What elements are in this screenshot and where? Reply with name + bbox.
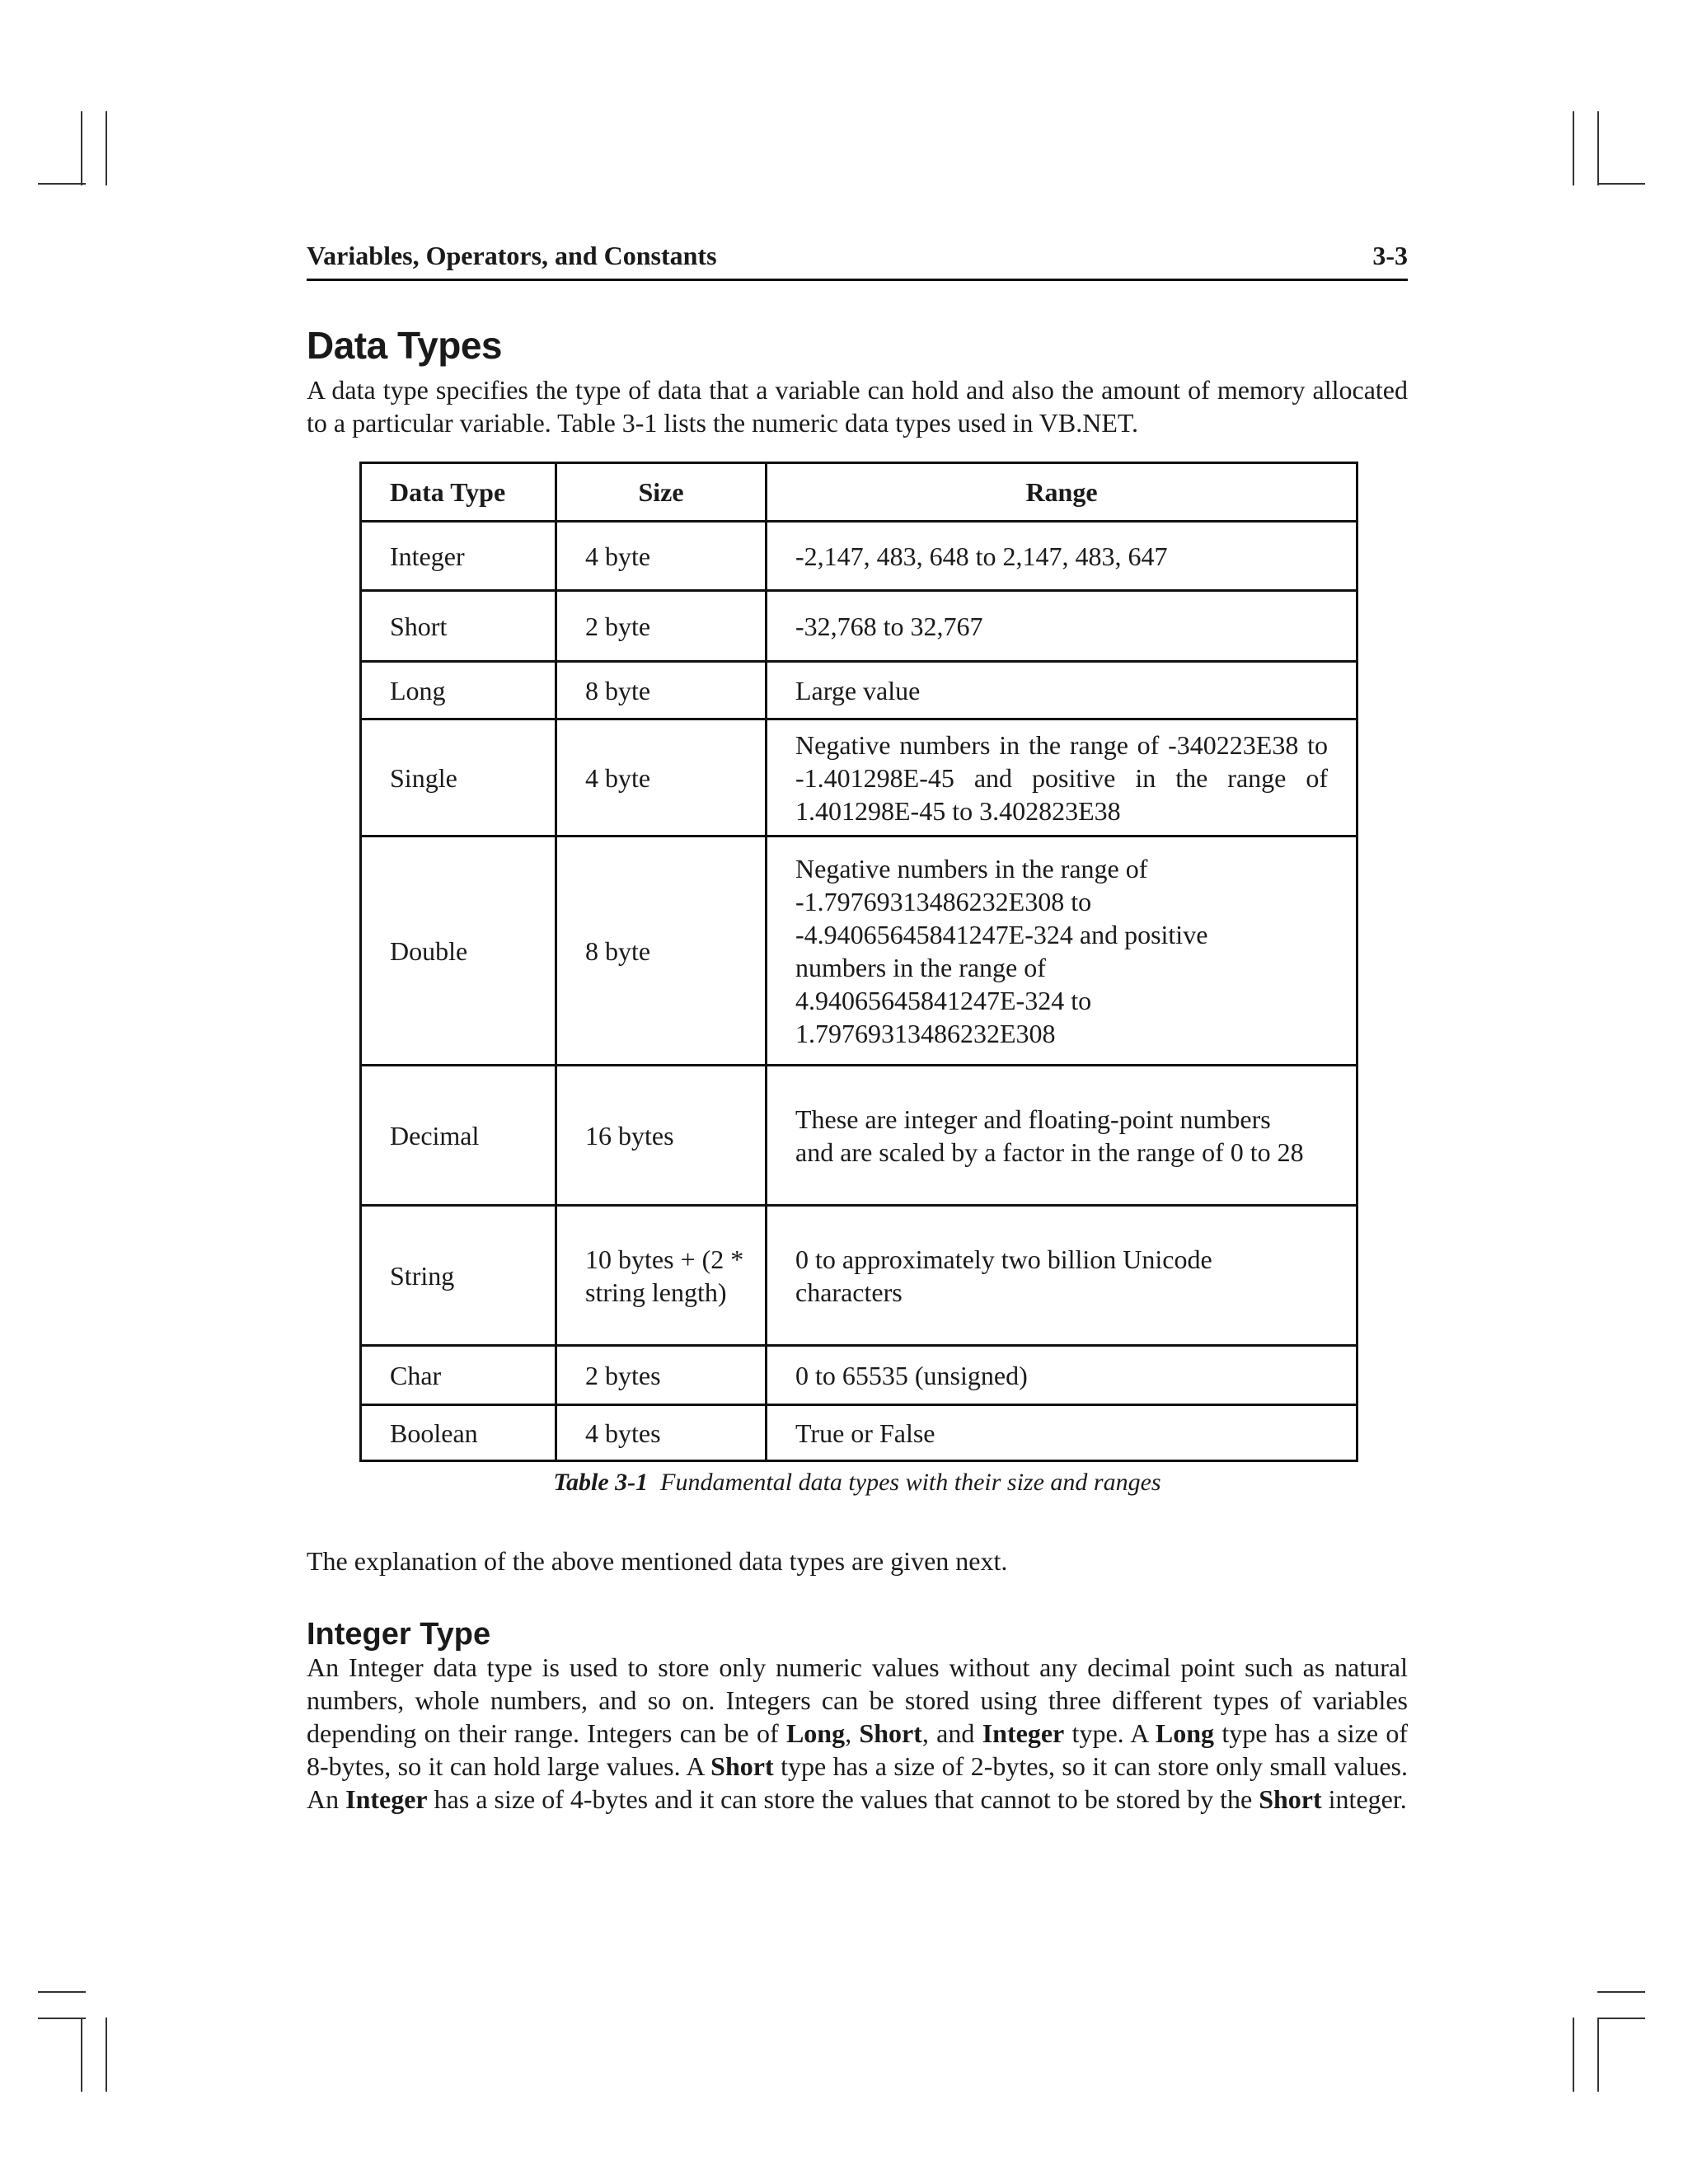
cell-range: Large value: [767, 662, 1357, 719]
body-text: type has a size of 8-bytes, so it can hold large values. A: [307, 1718, 1409, 1781]
integer-paragraph: [307, 1651, 1408, 1816]
cell-size: 4 byte: [556, 522, 767, 591]
crop-mark: [1597, 1991, 1645, 1993]
cell-range: 0 to approximately two billion Unicode characters: [767, 1206, 1357, 1346]
body-text: type has a size of 2-bytes, so it can store only small values. An: [307, 1751, 1409, 1814]
cell-size: 4 byte: [556, 719, 767, 837]
table-row: [361, 522, 1357, 591]
cell-range: These are integer and floating-point numbers and are scaled by a factor in the range of 0 to 28: [767, 1066, 1357, 1206]
cell-size: 2 byte: [556, 591, 767, 662]
crop-mark: [38, 1991, 86, 1993]
section-title: Data Types: [307, 324, 503, 367]
body-text: , and: [921, 1718, 982, 1748]
column-header-range: Range: [767, 463, 1357, 522]
table-row: [361, 662, 1357, 719]
integer-type-title: Integer Type: [307, 1617, 491, 1652]
running-header: [307, 241, 1408, 281]
body-text: type. A: [1064, 1718, 1156, 1748]
crop-mark: [1597, 2018, 1645, 2019]
table-row: [361, 1206, 1357, 1346]
caption-text: Fundamental data types with their size and ranges: [660, 1469, 1161, 1496]
crop-mark: [1573, 111, 1574, 185]
keyword-integer: Integer: [982, 1718, 1065, 1748]
keyword-long: Long: [785, 1718, 846, 1748]
crop-mark: [1597, 2018, 1599, 2092]
cell-type: Single: [361, 719, 556, 837]
cell-size: 16 bytes: [556, 1066, 767, 1206]
cell-size: 8 byte: [556, 662, 767, 719]
cell-size: 4 bytes: [556, 1405, 767, 1461]
cell-size: 10 bytes + (2 * string length): [556, 1206, 767, 1346]
column-header-data-type: Data Type: [361, 463, 556, 522]
cell-type: Double: [361, 837, 556, 1066]
cell-type: String: [361, 1206, 556, 1346]
table-row: [361, 591, 1357, 662]
explanation-paragraph: The explanation of the above mentioned data types are given next.: [307, 1546, 1008, 1576]
intro-paragraph: A data type specifies the type of data that a variable can hold and also the amount of memory allocated to a particular variable. Table 3-1 lists the numeric data types used in VB.NET.: [307, 375, 1408, 438]
data-types-table: [359, 462, 1358, 1462]
table-row: [361, 837, 1357, 1066]
cell-type: Char: [361, 1346, 556, 1405]
crop-mark: [1597, 183, 1645, 185]
cell-size: 2 bytes: [556, 1346, 767, 1405]
keyword-integer: Integer: [345, 1784, 428, 1814]
crop-mark: [81, 2018, 82, 2092]
keyword-short: Short: [859, 1718, 922, 1748]
body-text: integer.: [1321, 1784, 1407, 1814]
crop-mark: [38, 183, 86, 185]
body-text: An Integer data type is used to store only numeric values without any decimal point such as natural numbers, whole numbers, and so on. Integers can be stored using three different types of variables depending on their range. Integers can be of: [307, 1652, 1408, 1748]
crop-mark: [106, 2018, 107, 2092]
crop-mark: [38, 2018, 86, 2019]
cell-range: -2,147, 483, 648 to 2,147, 483, 647: [767, 522, 1357, 591]
cell-type: Decimal: [361, 1066, 556, 1206]
page-number: 3-3: [1372, 241, 1408, 270]
table-row: [361, 719, 1357, 837]
crop-mark: [81, 111, 82, 185]
keyword-long: Long: [1155, 1718, 1215, 1748]
table-caption: [307, 1469, 1408, 1497]
cell-size: 8 byte: [556, 837, 767, 1066]
table-row: [361, 1405, 1357, 1461]
cell-range: Negative numbers in the range of -340223E38 to -1.401298E-45 and positive in the range of 1.401298E-45 to 3.402823E38: [767, 719, 1357, 837]
keyword-short: Short: [1259, 1784, 1322, 1814]
cell-range: -32,768 to 32,767: [767, 591, 1357, 662]
cell-type: Long: [361, 662, 556, 719]
cell-type: Boolean: [361, 1405, 556, 1461]
table-row: [361, 1346, 1357, 1405]
table-row: [361, 1066, 1357, 1206]
body-text: ,: [845, 1718, 860, 1748]
crop-mark: [106, 111, 107, 185]
column-header-size: Size: [556, 463, 767, 522]
cell-type: Integer: [361, 522, 556, 591]
keyword-short: Short: [710, 1751, 774, 1781]
table-header-row: [361, 463, 1357, 522]
cell-range: Negative numbers in the range of -1.79769313486232E308 to -4.94065645841247E-324 and positive numbers in the range of 4.94065645841247E-324 to 1.79769313486232E308: [767, 837, 1357, 1066]
crop-mark: [1573, 2018, 1574, 2092]
body-text: has a size of 4-bytes and it can store the values that cannot to be stored by the: [427, 1784, 1259, 1814]
cell-range: True or False: [767, 1405, 1357, 1461]
caption-label: Table 3-1: [553, 1469, 649, 1496]
chapter-title: Variables, Operators, and Constants: [307, 241, 717, 270]
cell-range: 0 to 65535 (unsigned): [767, 1346, 1357, 1405]
cell-type: Short: [361, 591, 556, 662]
crop-mark: [1597, 111, 1599, 185]
